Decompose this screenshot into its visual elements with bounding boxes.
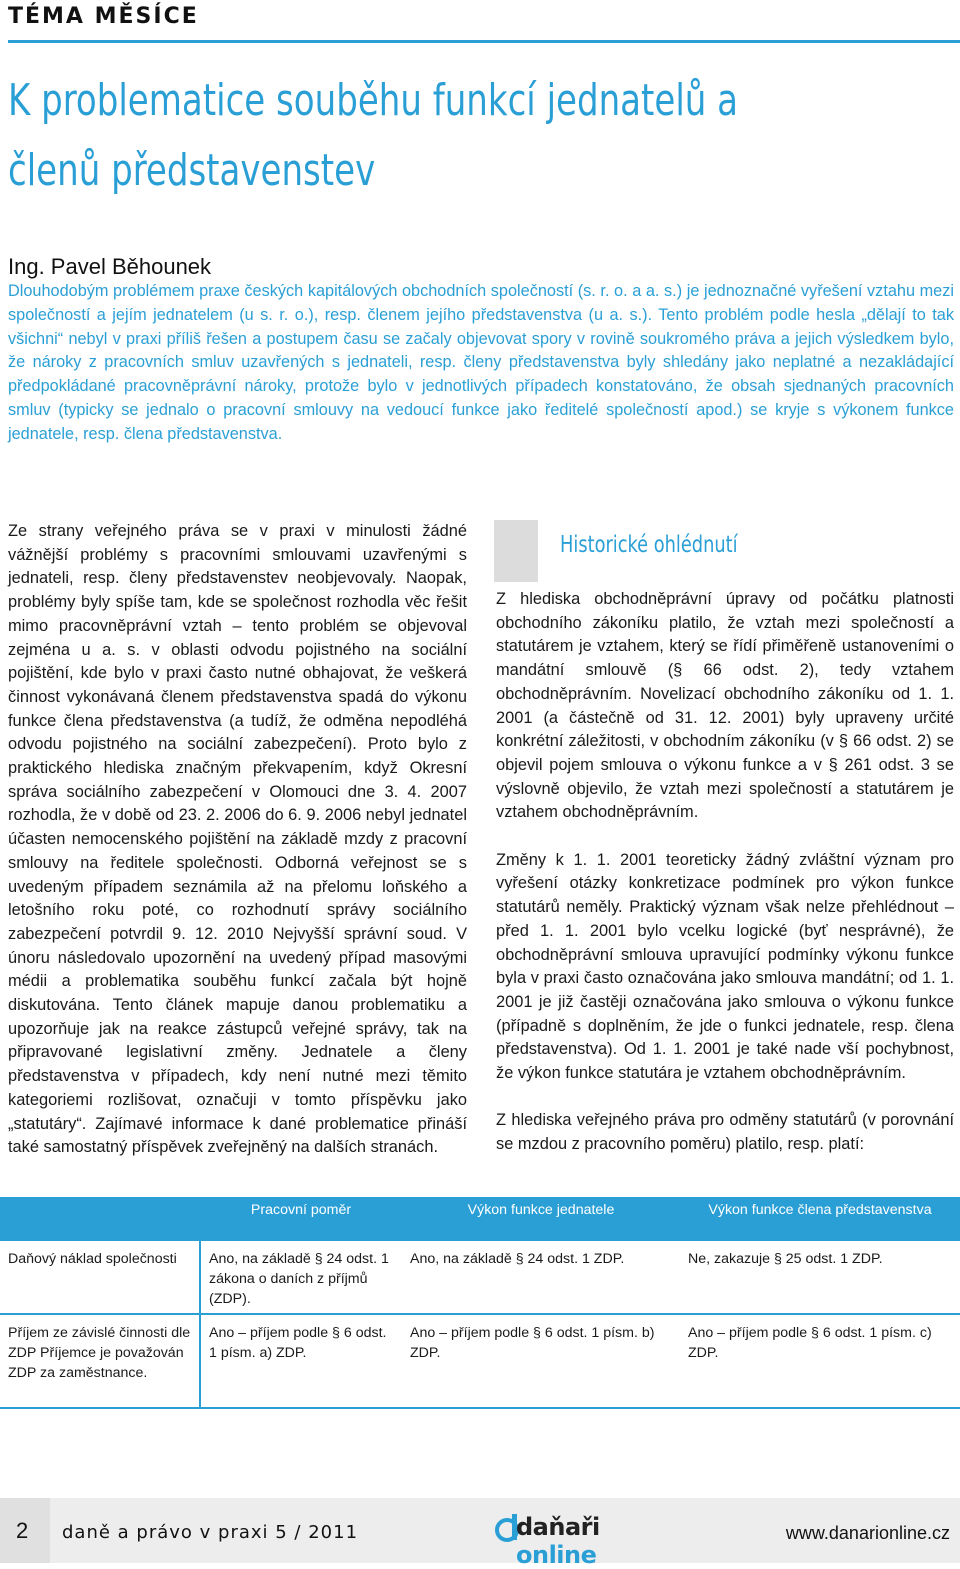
logo-wordmark xyxy=(516,1513,644,1569)
table-cell: Ano, na základě § 24 odst. 1 ZDP. xyxy=(402,1241,680,1314)
article-lead: Dlouhodobým problémem praxe českých kapitálových obchodních společností (s. r. o. a a. s.) je jednoznačné vyřešení vztahu mezi společností a jejím jednatelem (u s. r. o.), resp. členem jejího představenstva (u a. s.). Tento problém podle hesla „dělají to tak všichni“ nebyl v praxi příliš řešen a postupem času se začaly objevovat spory v rovině soukromého práva a jejich výsledkem bylo, že nároky z pracovních smluv uzavřených s jednateli, resp. členy představenstva byly shledány jako neplatné a nezakládající předpokládané pracovněprávní nároky, protože bylo v jednotlivých případech konstatováno, že obsah sjednaných pracovních smluv (typicky se jednalo o pracovní smlouvy na vedoucí funkce jako ředitelé společností apod.) se kryje s výkonem funkce jednatele, resp. člena představenstva. xyxy=(8,282,954,443)
danari-online-logo[interactable] xyxy=(494,1512,644,1569)
table-cell: Ano, na základě § 24 odst. 1 zákona o daních z příjmů (ZDP). xyxy=(200,1241,402,1314)
sidebar-accent-box xyxy=(494,520,538,582)
table-cell: Ano – příjem podle § 6 odst. 1 písm. a) ZDP. xyxy=(200,1314,402,1408)
body-paragraph: Ze strany veřejného práva se v praxi v minulosti žádné vážnější problémy s pracovními smlouvami uzavřenými s jednateli, resp. členy představenstev neobjevovaly. Naopak, problémy byly spíše tam, kde se společnost rozhodla věc řešit mimo pracovněprávní vztah – tento problém se objevoval zejména u a. s. v oblasti odvodu pojistného na sociální pojištění, kde bylo v praxi často nutné obhajovat, že veškerá činnost vykonávaná členem představenstva spadá do výkonu funkce člena představenstva (a tudíž, že odměna nepodléhá odvodu pojistného na sociální zabezpečení). Proto bylo z praktického hlediska značným překvapením, když Okresní správa sociálního zabezpečení v Olomouci dne 3. 4. 2007 rozhodla, že v době od 23. 2. 2006 do 6. 9. 2006 nebyl jednatel účasten nemocenského pojištění na základě mzdy z pracovní smlouvy na ředitele společnosti. Odborná veřejnost se s uvedeným případem seznámila až na přelomu loňského a letošního roku poté, co rozhodnutí správy sociálního zabezpečení potvrdil 9. 12. 2010 Nejvyšší správní soud. V únoru následovalo upozornění na uvedený případ masovými médii a problematika souběhu funkcí začala být hojně diskutována. Tento článek mapuje danou problematiku a upozorňuje jak na reakce zástupců veřejné správy, tak na připravované legislativní změny. Jednatele a členy představenstva v případech, kdy není nutné mezi těmito kategoriemi rozlišovat, označuji v tomto příspěvku jako „statutáry“. Zajímavé informace k dané problematice přináší také samostatný příspěvek zveřejněný na dalších stranách. xyxy=(8,522,467,1157)
table-cell: Ano – příjem podle § 6 odst. 1 písm. c) ZDP. xyxy=(680,1314,960,1408)
website-link[interactable]: www.danarionline.cz xyxy=(785,1523,950,1543)
table-header-employment: Pracovní poměr xyxy=(200,1197,402,1241)
table-cell: Ano – příjem podle § 6 odst. 1 písm. b) ZDP. xyxy=(402,1314,680,1408)
article-author: Ing. Pavel Běhounek xyxy=(8,254,212,279)
sidebar-paragraph: Z hlediska obchodněprávní úpravy od počátku platnosti obchodního zákoníku platilo, že vztah mezi společností a statutárem je vztahem, který se řídí přiměřeně ustanoveními o mandátní smlouvě (§ 66 odst. 2), tedy vztahem obchodněprávním. Novelizací obchodního zákoníku od 1. 1. 2001 (a částečně od 31. 12. 2001) byly upraveny určité konkrétní záležitosti, v obchodním zákoníku (v § 66 odst. 2) se objevil pojem smlouva o výkonu funkce a v § 261 odst. 3 se výslovně objevilo, že vztah mezi společností a statutárem je vztahem obchodněprávním. xyxy=(496,590,954,822)
section-divider xyxy=(8,40,960,43)
table-header-board-member: Výkon funkce člena představenstva xyxy=(680,1197,960,1241)
table-header-row xyxy=(0,1197,960,1241)
table-row-label: Příjem ze závislé činnosti dle ZDP Příjemce je považován ZDP za zaměstnance. xyxy=(0,1314,200,1408)
table-row-label: Daňový náklad společnosti xyxy=(0,1241,200,1314)
table-header-corner xyxy=(0,1197,200,1241)
table-cell: Ne, zakazuje § 25 odst. 1 ZDP. xyxy=(680,1241,960,1314)
table-row xyxy=(0,1241,960,1314)
logo-suffix: online xyxy=(516,1541,597,1569)
article-title: K problematice souběhu funkcí jednatelů a členů představenstev xyxy=(8,75,739,196)
sidebar-paragraph: Z hlediska veřejného práva pro odměny statutárů (v porovnání se mzdou z pracovního poměru) platilo, resp. platí: xyxy=(496,1111,954,1154)
section-label: TÉMA MĚSÍCE xyxy=(8,4,199,29)
sidebar-paragraph: Změny k 1. 1. 2001 teoreticky žádný zvláštní význam pro vyřešení otázky konkretizace podmínek pro výkon funkce statutárů neměly. Praktický význam však nelze přehlédnout – před 1. 1. 2001 bylo vcelku logické (byť nesprávné), že obchodněprávní smlouva upravující podmínky výkonu funkce byla v praxi často označována jako smlouva mandátní; od 1. 1. 2001 je již častěji označována jako smlouva o výkonu funkce (případně s doplněním, že jde o funkci jednatele, resp. člena představenstva). Od 1. 1. 2001 je také nade vší pochybnost, že výkon funkce statutára je vztahem obchodněprávním. xyxy=(496,850,954,1083)
table-row xyxy=(0,1314,960,1408)
publication-name: daně a právo v praxi 5 / 2011 xyxy=(62,1522,359,1543)
sidebar-heading: Historické ohlédnutí xyxy=(560,532,738,558)
table-header-executive: Výkon funkce jednatele xyxy=(402,1197,680,1241)
comparison-table xyxy=(0,1197,960,1409)
body-column-left xyxy=(8,520,467,1160)
logo-prefix: daňaři xyxy=(516,1513,600,1541)
page-number: 2 xyxy=(16,1518,29,1543)
sidebar-body xyxy=(496,588,954,1181)
